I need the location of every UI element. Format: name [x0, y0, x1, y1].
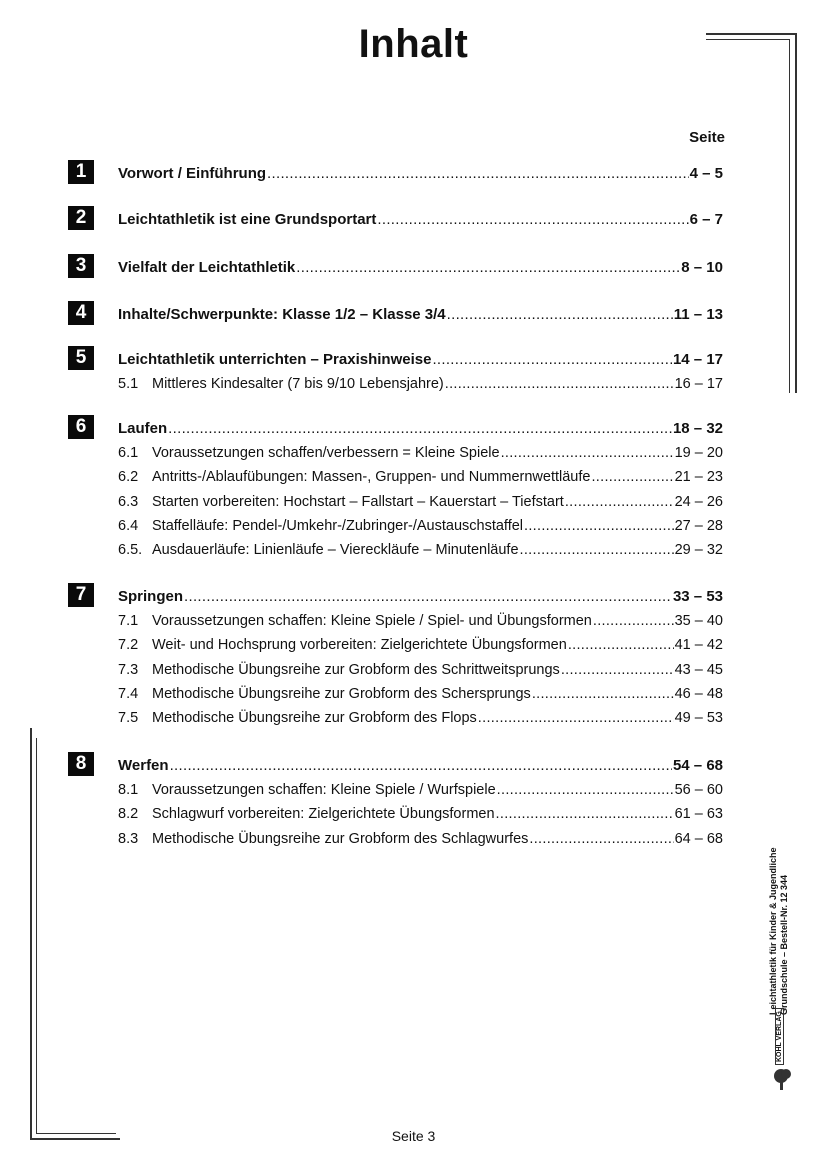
- subsection-number: 7.5: [118, 710, 139, 727]
- subsection-number: 6.1: [118, 445, 139, 461]
- chapter-badge: 5: [68, 346, 94, 370]
- chapter-title: Leichtathletik ist eine Grundsportart: [118, 211, 377, 228]
- dot-leader: [168, 420, 672, 437]
- subsection-entry: [118, 514, 723, 534]
- page-column-label: Seite: [689, 129, 725, 146]
- subsection-pages: 21 – 23: [674, 469, 723, 486]
- frame-top-line-inner: [706, 39, 790, 40]
- dot-leader: [496, 806, 674, 822]
- subsection-pages: 46 – 48: [674, 685, 723, 702]
- chapter-pages: 54 – 68: [672, 757, 723, 774]
- subsection-number: 6.4: [118, 517, 139, 534]
- subsection-pages: 27 – 28: [674, 517, 723, 534]
- subsection-title: Methodische Übungsreihe zur Grobform des Schrittweitsprungs: [152, 661, 560, 678]
- subsection-title: Starten vorbereiten: Hochstart – Fallstart – Kauerstart – Tiefstart: [152, 493, 564, 510]
- chapter-badge: 8: [68, 752, 94, 776]
- dot-leader: [432, 351, 672, 368]
- page-title: Inhalt: [358, 22, 469, 66]
- dot-leader: [447, 306, 673, 323]
- subsection-number: 8.1: [118, 782, 139, 798]
- chapter-badge: 2: [68, 206, 94, 230]
- dot-leader: [565, 494, 674, 510]
- chapter-pages: 33 – 53: [672, 588, 723, 605]
- chapter-pages: 4 – 5: [689, 165, 723, 182]
- chapter-badge: 3: [68, 254, 94, 278]
- dot-leader: [529, 831, 673, 847]
- subsection-pages: 35 – 40: [674, 613, 723, 629]
- subsection-pages: 16 – 17: [674, 376, 723, 392]
- frame-top-line: [706, 33, 796, 35]
- subsection-entry: [118, 465, 723, 485]
- subsection-title: Weit- und Hochsprung vorbereiten: Zielgerichtete Übungsformen: [152, 637, 567, 654]
- subsection-entry: [118, 706, 723, 726]
- dot-leader: [267, 165, 689, 182]
- frame-left-line: [30, 728, 32, 1140]
- subsection-pages: 19 – 20: [674, 445, 723, 461]
- dot-leader: [524, 518, 674, 534]
- side-imprint-line1: Leichtathletik für Kinder & Jugendliche: [768, 847, 778, 1015]
- subsection-entry: [118, 802, 723, 822]
- subsection-entry: [118, 827, 723, 847]
- subsection-number: 8.2: [118, 806, 139, 823]
- dot-leader: [377, 211, 688, 228]
- subsection-number: 5.1: [118, 376, 139, 392]
- subsection-pages: 24 – 26: [674, 493, 723, 510]
- subsection-number: 8.3: [118, 830, 139, 847]
- subsection-entry: [118, 682, 723, 702]
- subsection-number: 7.2: [118, 637, 139, 654]
- dot-leader: [532, 686, 674, 702]
- subsection-number: 7.4: [118, 685, 139, 702]
- subsection-title: Methodische Übungsreihe zur Grobform des Schlagwurfes: [152, 830, 529, 847]
- dot-leader: [445, 376, 674, 392]
- dot-leader: [170, 757, 672, 774]
- subsection-entry: [118, 633, 723, 653]
- chapter-badge: 4: [68, 301, 94, 325]
- tree-logo-icon: [771, 1066, 793, 1092]
- frame-right-line: [795, 33, 797, 393]
- subsection-number: 6.3: [118, 493, 139, 510]
- chapter-badge: 1: [68, 160, 94, 184]
- dot-leader: [501, 445, 674, 461]
- chapter-pages: 11 – 13: [673, 306, 723, 323]
- subsection-title: Antritts-/Ablaufübungen: Massen-, Gruppen- und Nummernwettläufe: [152, 469, 591, 486]
- chapter-entry: [118, 754, 723, 774]
- subsection-pages: 56 – 60: [674, 782, 723, 798]
- chapter-entry: [118, 162, 723, 182]
- subsection-pages: 29 – 32: [674, 542, 723, 559]
- dot-leader: [296, 259, 680, 276]
- chapter-pages: 14 – 17: [672, 351, 723, 368]
- subsection-entry: [118, 538, 723, 558]
- subsection-pages: 43 – 45: [674, 661, 723, 678]
- chapter-entry: [118, 417, 723, 437]
- chapter-entry: [118, 585, 723, 605]
- chapter-title: Leichtathletik unterrichten – Praxishinweise: [118, 351, 432, 368]
- dot-leader: [568, 637, 674, 653]
- chapter-title: Vorwort / Einführung: [118, 165, 267, 182]
- dot-leader: [591, 469, 673, 485]
- chapter-entry: [118, 208, 723, 228]
- chapter-entry: [118, 303, 723, 323]
- subsection-title: Staffelläufe: Pendel-/Umkehr-/Zubringer-/Austauschstaffel: [152, 517, 524, 534]
- dot-leader: [593, 613, 674, 629]
- dot-leader: [520, 542, 674, 558]
- page-footer: Seite 3: [391, 1128, 436, 1144]
- chapter-pages: 8 – 10: [681, 259, 723, 276]
- subsection-number: 6.5.: [118, 542, 143, 559]
- chapter-pages: 6 – 7: [689, 211, 723, 228]
- side-imprint-line2: Grundschule – Bestell-Nr. 12 344: [779, 874, 789, 1015]
- subsection-number: 7.3: [118, 661, 139, 678]
- subsection-entry: [118, 441, 723, 461]
- subsection-title: Mittleres Kindesalter (7 bis 9/10 Lebensjahre): [152, 376, 444, 392]
- subsection-entry: [118, 658, 723, 678]
- chapter-title: Springen: [118, 588, 184, 605]
- subsection-title: Schlagwurf vorbereiten: Zielgerichtete Übungsformen: [152, 806, 495, 823]
- subsection-title: Voraussetzungen schaffen/verbessern = Kleine Spiele: [152, 445, 500, 461]
- subsection-title: Methodische Übungsreihe zur Grobform des Flops: [152, 710, 477, 727]
- chapter-badge: 7: [68, 583, 94, 607]
- subsection-pages: 64 – 68: [674, 830, 723, 847]
- subsection-title: Methodische Übungsreihe zur Grobform des Schersprungs: [152, 685, 531, 702]
- publisher-name: KOHL VERLAG: [775, 1008, 784, 1065]
- chapter-title: Vielfalt der Leichtathletik: [118, 259, 296, 276]
- chapter-title: Laufen: [118, 420, 168, 437]
- subsection-pages: 49 – 53: [674, 710, 723, 727]
- frame-right-line-inner: [789, 39, 790, 393]
- subsection-title: Voraussetzungen schaffen: Kleine Spiele / Spiel- und Übungsformen: [152, 613, 592, 629]
- dot-leader: [497, 782, 674, 798]
- frame-left-line-inner: [36, 738, 37, 1134]
- chapter-entry: [118, 256, 723, 276]
- dot-leader: [561, 662, 674, 678]
- subsection-pages: 41 – 42: [674, 637, 723, 654]
- chapter-entry: [118, 348, 723, 368]
- subsection-entry: [118, 609, 723, 629]
- subsection-number: 7.1: [118, 613, 139, 629]
- subsection-entry: [118, 778, 723, 798]
- chapter-title: Werfen: [118, 757, 169, 774]
- chapter-badge: 6: [68, 415, 94, 439]
- subsection-pages: 61 – 63: [674, 806, 723, 823]
- publisher-logo-text: [776, 865, 783, 1065]
- dot-leader: [478, 710, 674, 726]
- dot-leader: [184, 588, 672, 605]
- subsection-title: Ausdauerläufe: Linienläufe – Viereckläufe – Minutenläufe: [152, 542, 519, 559]
- chapter-title: Inhalte/Schwerpunkte: Klasse 1/2 – Klasse 3/4: [118, 306, 446, 323]
- subsection-entry: [118, 490, 723, 510]
- subsection-number: 6.2: [118, 469, 139, 486]
- subsection-title: Voraussetzungen schaffen: Kleine Spiele / Wurfspiele: [152, 782, 496, 798]
- chapter-pages: 18 – 32: [672, 420, 723, 437]
- subsection-entry: [118, 372, 723, 392]
